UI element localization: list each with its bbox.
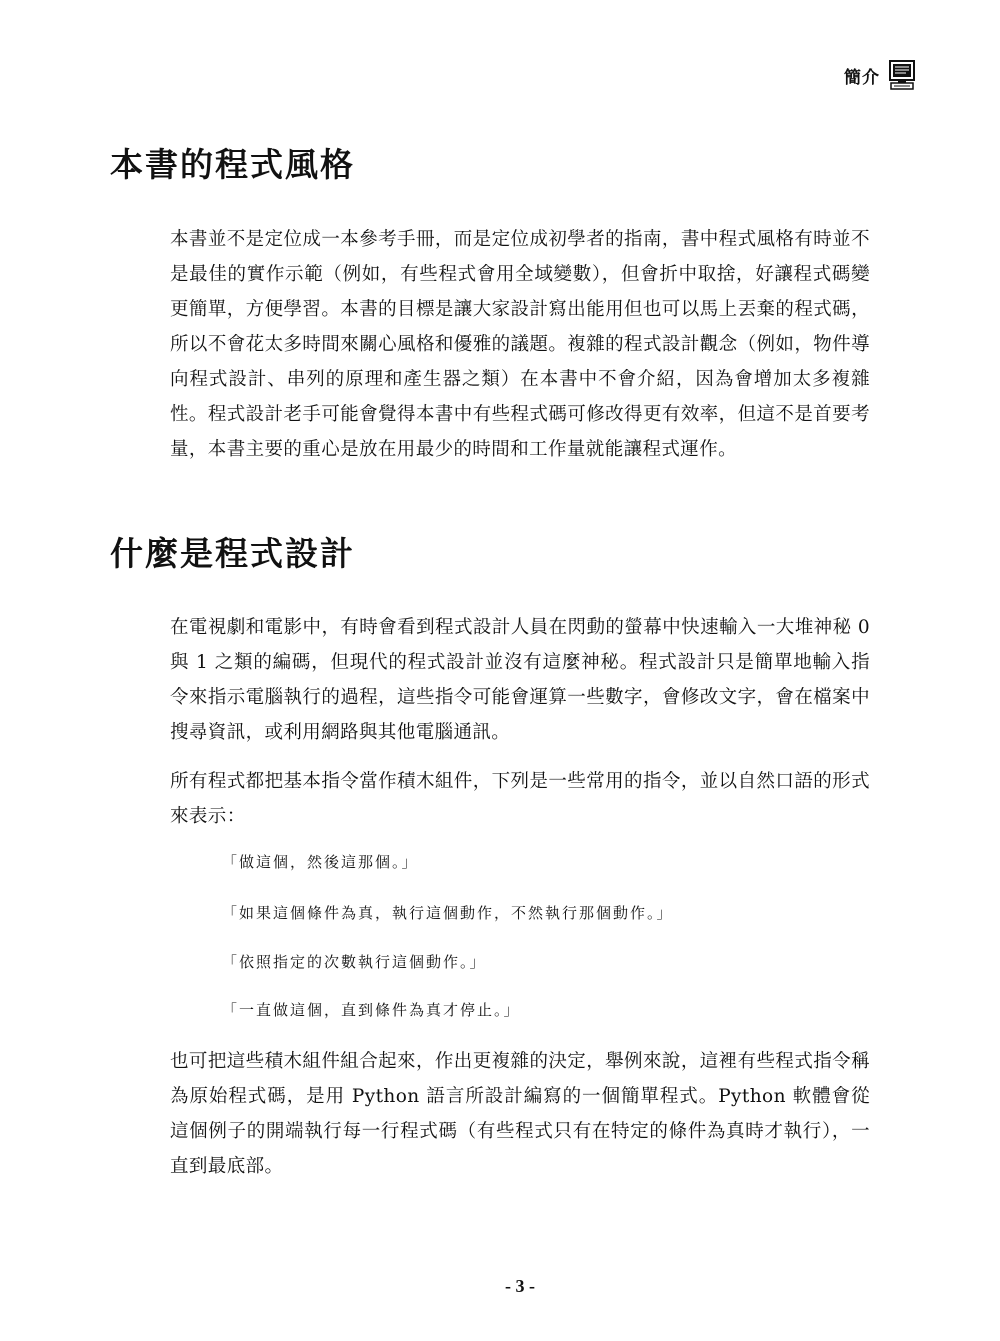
chapter-label: 簡介: [844, 67, 880, 88]
paragraph-source-code: 也可把這些積木組件組合起來，作出更複雜的決定，舉例來說，這裡有些程式指令稱為原始程式碼，是用 Python 語言所設計編寫的一個簡單程式。Python 軟體會從這個例子的開端執行每一行程式碼（有些程式只有在特定的條件為真時才執行），一直到最底部。: [170, 1051, 870, 1177]
monitor-icon: [888, 60, 916, 90]
paragraph-program-style: 本書並不是定位成一本參考手冊，而是定位成初學者的指南，書中程式風格有時並不是最佳的實作示範（例如，有些程式會用全域變數），但會折中取捨，好讓程式碼變更簡單，方便學習。本書的目標是讓大家設計寫出能用但也可以馬上丟棄的程式碼，所以不會花太多時間來關心風格和優雅的議題。複雜的程式設計觀念（例如，物件導向程式設計、串列的原理和產生器之類）在本書中不會介紹，因為會增加太多複雜性。程式設計老手可能會覺得本書中有些程式碼可修改得更有效率，但這不是首要考量，本書主要的重心是放在用最少的時間和工作量就能讓程式運作。: [170, 229, 870, 460]
instruction-quote: 「依照指定的次數執行這個動作。」: [222, 953, 487, 971]
section-title-program-style: 本書的程式風格: [110, 145, 355, 184]
page-number: - 3 -: [505, 1276, 535, 1296]
paragraph-building-blocks: 所有程式都把基本指令當作積木組件，下列是一些常用的指令，並以自然口語的形式來表示：: [170, 771, 870, 827]
instruction-quote: 「一直做這個，直到條件為真才停止。」: [222, 1001, 521, 1019]
running-header: [844, 60, 916, 90]
section-title-what-is-programming: 什麼是程式設計: [110, 534, 355, 573]
instruction-quote: 「如果這個條件為真，執行這個動作，不然執行那個動作。」: [222, 904, 674, 922]
instruction-quote: 「做這個，然後這那個。」: [222, 853, 419, 871]
paragraph-programming-intro: 在電視劇和電影中，有時會看到程式設計人員在閃動的螢幕中快速輸入一大堆神秘 0 與 1 之類的編碼，但現代的程式設計並沒有這麼神秘。程式設計只是簡單地輸入指令來指示電腦執行的過程，這些指令可能會運算一些數字，會修改文字，會在檔案中搜尋資訊，或利用網路與其他電腦通訊。: [170, 617, 870, 743]
